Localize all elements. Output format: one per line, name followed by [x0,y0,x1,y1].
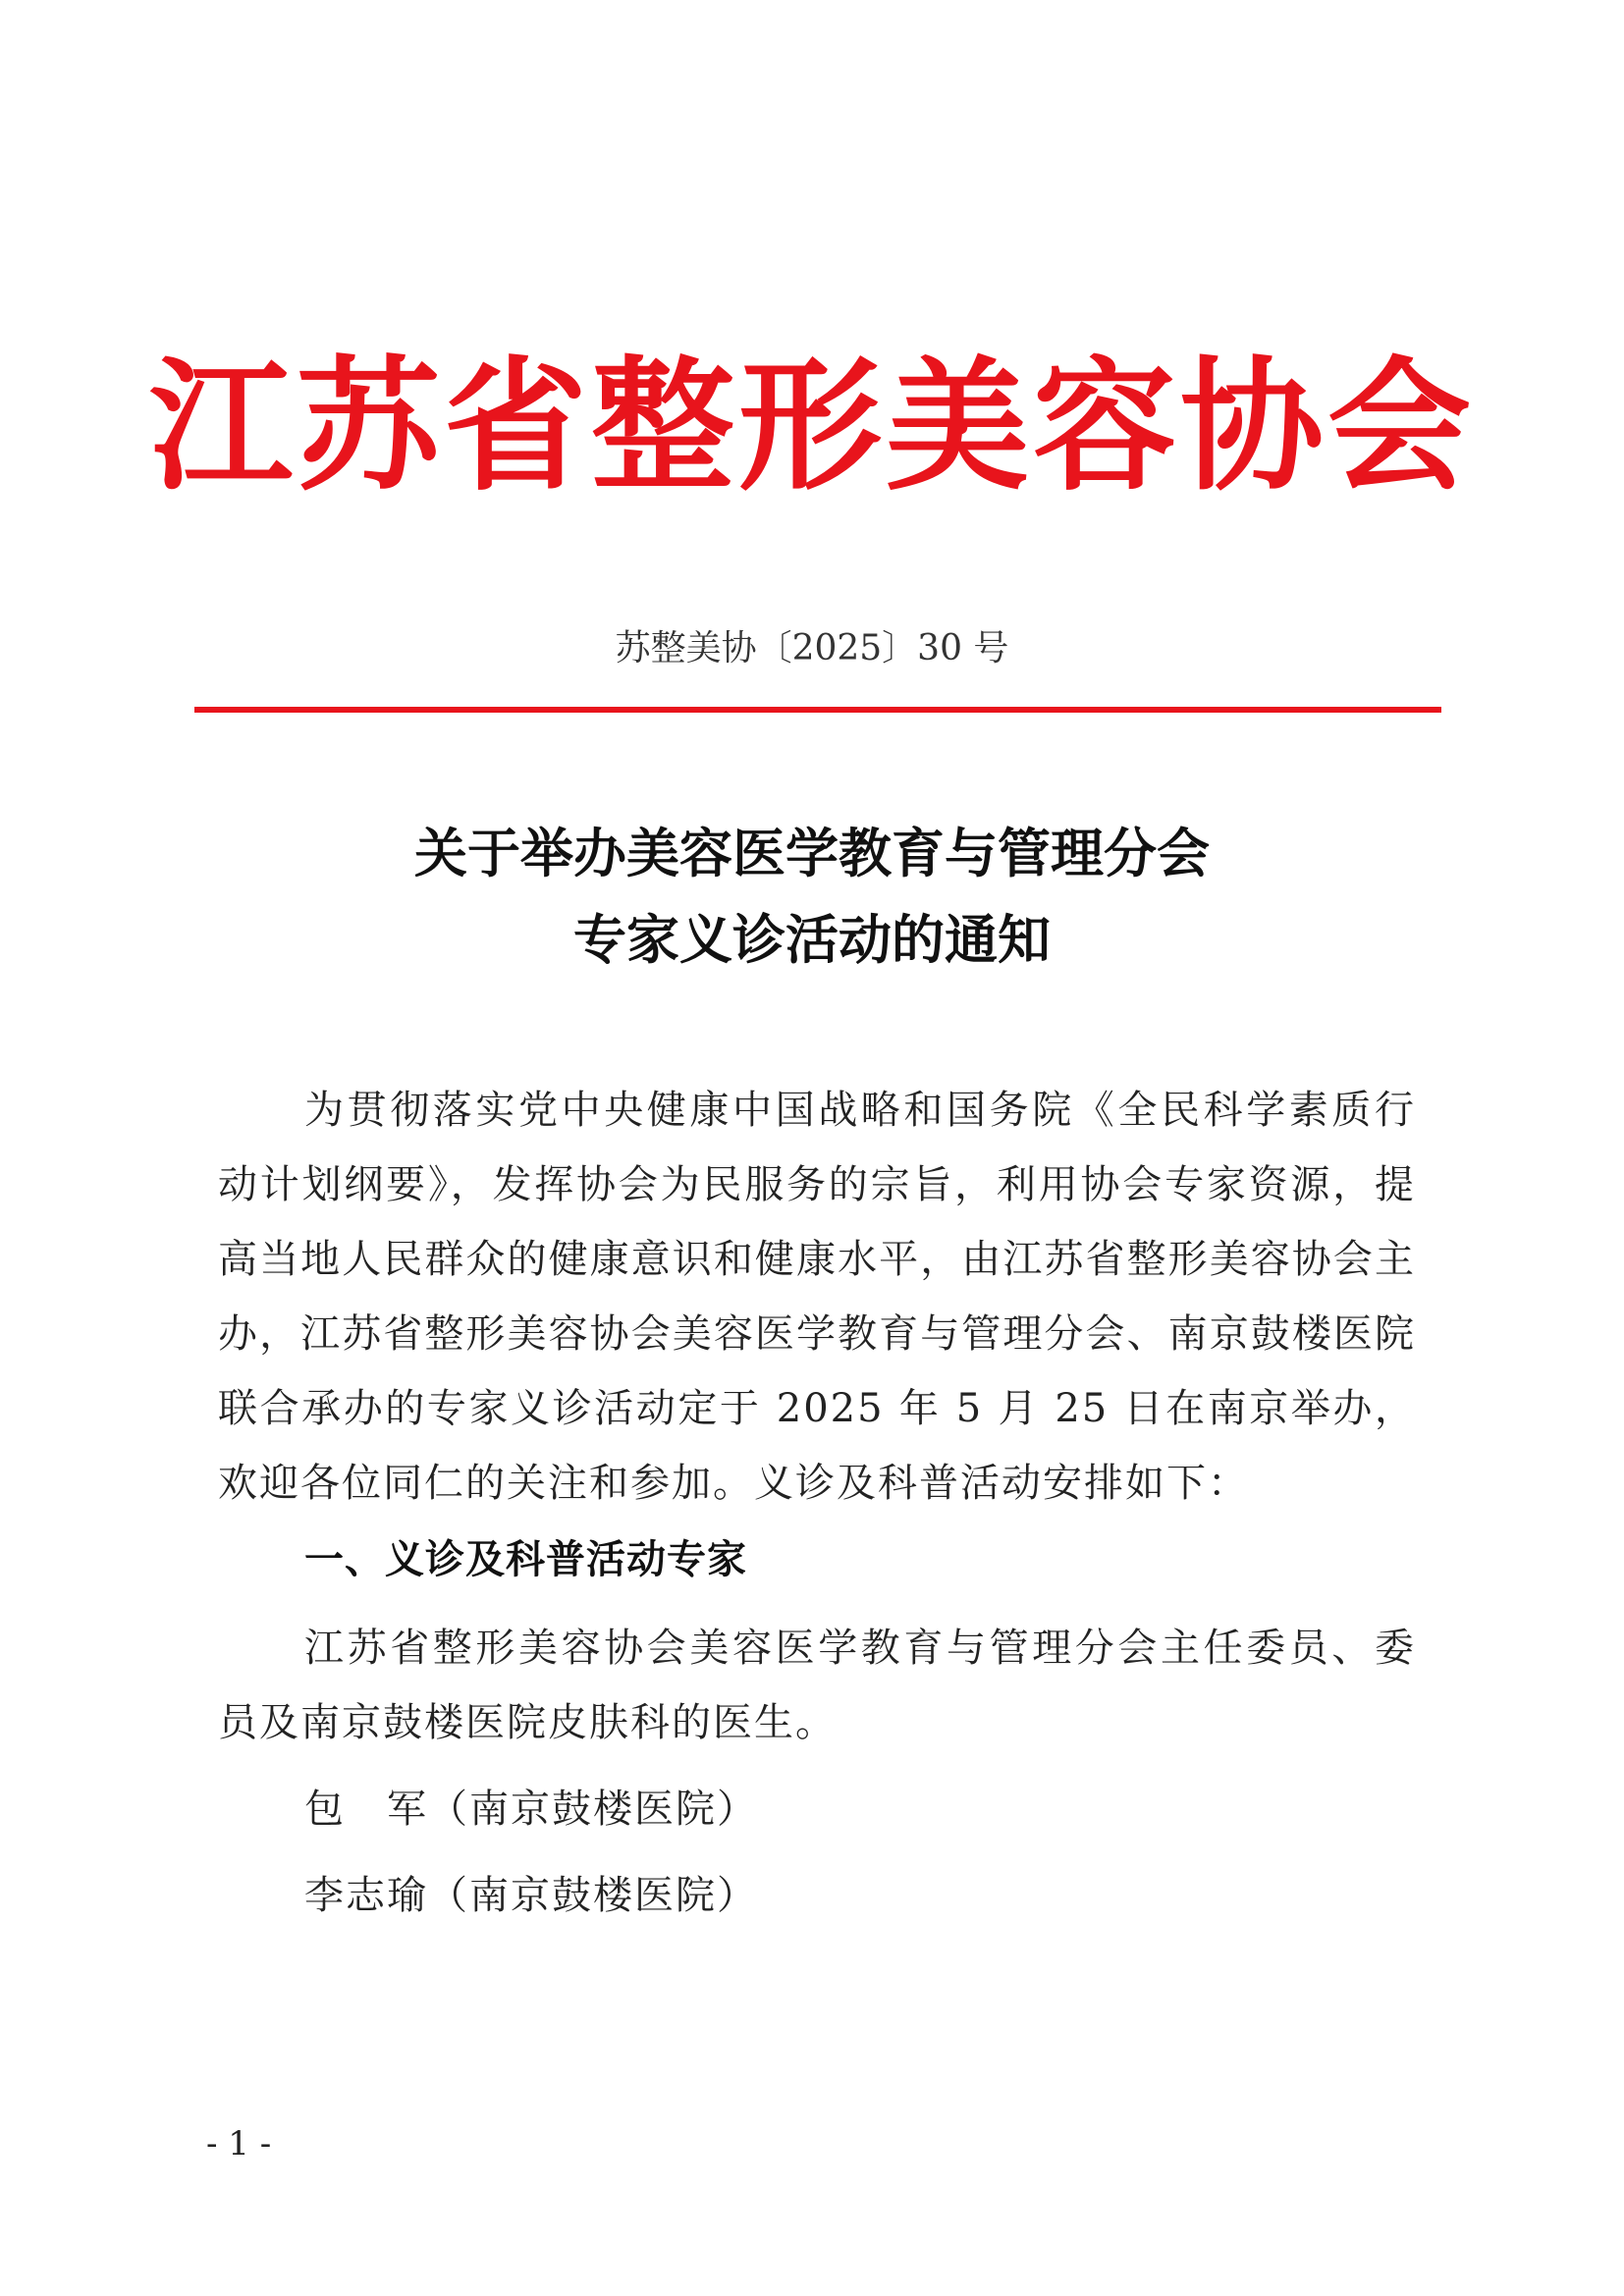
document-title-line-1: 关于举办美容医学教育与管理分会 [414,823,1210,884]
document-body [218,1073,1416,1933]
organization-header: 江苏省整形美容协会 [149,344,1475,510]
document-title [0,811,1624,984]
red-divider [194,707,1441,713]
document-title-line-2: 专家义诊活动的通知 [573,909,1051,971]
expert-item: 李志瑜（南京鼓楼医院） [304,1873,758,1918]
document-number: 苏整美协〔2025〕30 号 [615,628,1009,668]
page-number: - 1 - [206,2124,272,2163]
section-1-paragraph: 江苏省整形美容协会美容医学教育与管理分会主任委员、委员及南京鼓楼医院皮肤科的医生。 [218,1626,1416,1745]
expert-item: 包 军（南京鼓楼医院） [304,1787,758,1832]
section-1-heading: 一、义诊及科普活动专家 [304,1537,747,1582]
intro-paragraph: 为贯彻落实党中央健康中国战略和国务院《全民科学素质行动计划纲要》，发挥协会为民服务的宗旨，利用协会专家资源，提高当地人民群众的健康意识和健康水平，由江苏省整形美容协会主办，江苏省整形美容协会美容医学教育与管理分会、南京鼓楼医院联合承办的专家义诊活动定于 2025 年 5 月 25 日在南京举办，欢迎各位同仁的关注和参加。义诊及科普活动安排如下： [218,1088,1416,1506]
